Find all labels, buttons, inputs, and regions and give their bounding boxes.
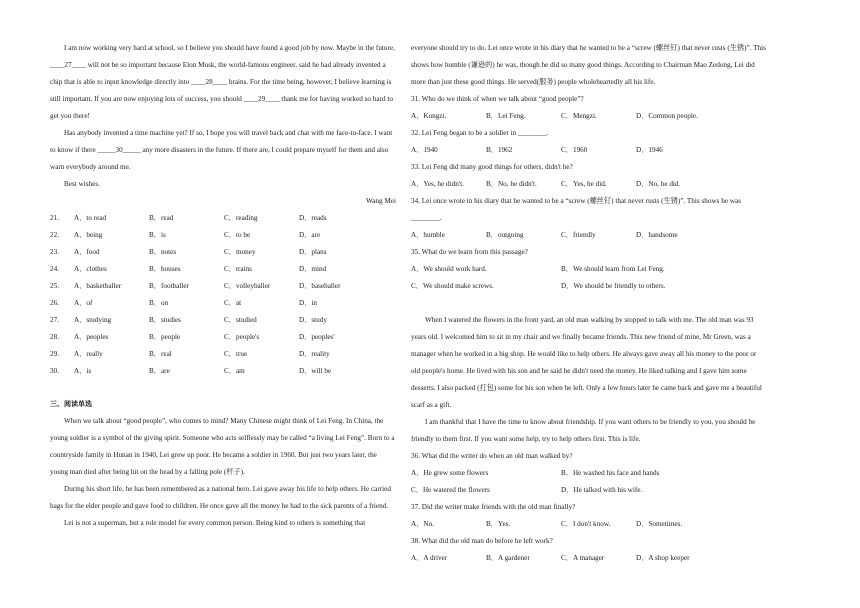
- passage2-paragraph-2: I am thankful that I have the time to know about friendship. If you want others to be friendly to you, you should be friendly to them first. If you want some help, try to help others first. This is life.: [411, 418, 756, 443]
- blank-28: ____28____: [191, 78, 228, 86]
- option-row: 25. A．basketballer B．footballer C．volleyballer D．baseballer: [50, 282, 341, 290]
- options-35-row2: C．We should make screws. D．We should be friendly to others.: [411, 282, 666, 290]
- options-32: A．1940 B．1962 C．1960 D．1946: [411, 146, 663, 154]
- passage2-paragraph-1: When I watered the flowers in the front yard, an old man walking by stopped to talk with me. The old man was 93 years old. I welcomed him to sit in my chair and we finally became friends. This new friend of mine, Mr Green, was a manager when he worked in a big shop. He would like to help others. He always gave away all his money to the poor or old people's home. He lived with his son and he said he didn't need the money. He liked talking and I gave him some desserts. I also packed (打包) some for his son when he left. Only a few hours later he came back and gave me a beautiful scarf as a gift.: [411, 316, 762, 409]
- option-row: 28. A．peoples B．people C．people's D．peoples': [50, 333, 335, 341]
- question-35: 35. What do we learn from this passage?: [411, 248, 528, 256]
- options-36-row2: C．He watered the flowers D．He talked with his wife.: [411, 486, 643, 494]
- question-38: 38. What did the old man do before he left work?: [411, 537, 553, 545]
- reading-paragraph-2: During his short life, he has been remembered as a national hero. Lei gave away his life to help others. He carried bags for the elder people and gave food to children. He once gave all the money he had to the sick parents of a friend.: [50, 485, 391, 510]
- option-row: 21. A．to read B．read C．reading D．reads: [50, 214, 327, 222]
- option-row: 30. A．is B．are C．am D．will be: [50, 367, 332, 375]
- right-column: [411, 40, 767, 567]
- option-row: 29. A．really B．real C．true D．reality: [50, 350, 330, 358]
- question-33: 33. Lei Feng did many good things for others, didn't he?: [411, 163, 573, 171]
- question-31: 31. Who do we think of when we talk about “good people”?: [411, 95, 584, 103]
- options-37: A．No. B．Yes. C．I don't know. D．Sometimes.: [411, 520, 683, 528]
- question-37: 37. Did the writer make friends with the old man finally?: [411, 503, 576, 511]
- section-heading: 三、阅读单选: [50, 400, 92, 408]
- left-column: [50, 40, 396, 532]
- option-row: 27. A．studying B．studies C．studied D．study: [50, 316, 327, 324]
- options-34: A．humble B．outgoing C．friendly D．handsome: [411, 231, 678, 239]
- question-32: 32. Lei Feng began to be a soldier in ________.: [411, 129, 549, 137]
- question-34: 34. Lei once wrote in his diary that he wanted to be a “screw (螺丝钉) that never rusts (生锈)”. This shows he was ________.: [411, 197, 742, 222]
- option-row: 24. A．clothes B．houses C．trains D．mind: [50, 265, 327, 273]
- option-row: 26. A．of B．on C．at D．in: [50, 299, 317, 307]
- letter-signature: Wang Mei: [366, 197, 396, 205]
- reading-paragraph-continued: everyone should try to do. Lei once wrote in his diary that he wanted to be a “screw (螺丝钉) that never rusts (生锈)”. This shows how humble (谦逊的) he was, though he did so many good things. According to Chairman Mao Zedong, Lei did more than just these good things. He served(服务) people wholeheartedly all his life.: [411, 44, 766, 86]
- letter-paragraph-2: Has anybody invented a time machine yet? If so, I hope you will travel back and chat with me face-to-face. I want to know if there _____30_____ any more disasters in the future. If there are, I could prepare myself for them and also warn everybody around me.: [50, 129, 393, 171]
- blank-27: ____27____: [50, 61, 86, 69]
- blank-30: _____30_____: [97, 146, 141, 154]
- cloze-options: [50, 210, 396, 380]
- option-row: 23. A．food B．notes C．money D．plans: [50, 248, 327, 256]
- options-31: A．Kongzi. B．Lei Feng. C．Mengzi. D．Common people.: [411, 112, 698, 120]
- options-38: A．A driver B．A gardener C．A manager D．A shop keeper: [411, 554, 690, 562]
- question-36: 36. What did the writer do when an old man walked by?: [411, 452, 573, 460]
- reading-paragraph-1: When we talk about “good people”, who comes to mind? Many Chinese might think of Lei Feng. In China, the young soldier is a symbol of the giving spirit. Someone who acts selflessly may be called “a living Lei Feng”. Born to a countryside family in Hunan in 1940, Lei grew up poor. He became a soldier in 1960. But just two years later, the young man died after being hit on the head by a falling pole (杆子).: [50, 417, 395, 476]
- letter-closing: Best wishes.: [64, 180, 100, 188]
- options-35-row1: A．We should work hard. B．We should learn from Lei Feng.: [411, 265, 665, 273]
- options-33: A．Yes, he didn't. B．No, he didn't. C．Yes, he did. D．No, he did.: [411, 180, 681, 188]
- reading-paragraph-3: Lei is not a superman, but a role model for every common person. Being kind to others is something that: [64, 519, 366, 527]
- blank-29: ____29____: [243, 95, 280, 103]
- option-row: 22. A．being B．is C．to be D．are: [50, 231, 321, 239]
- letter-paragraph-1: I am now working very hard at school, so I believe you should have found a good job by now. Maybe in the future, ____27____ will not be so important because Elon Musk, the world-famous engineer, said he had already invented a chip that is able to input knowledge directly into ____28____ brains. For the time being, however, I believe learning is still important. If you are now enjoying lots of success, you should ____29____ thank me for having worked so hard to get you there!: [50, 44, 395, 120]
- options-36-row1: A．He grew some flowers B．He washed his face and hands: [411, 469, 660, 477]
